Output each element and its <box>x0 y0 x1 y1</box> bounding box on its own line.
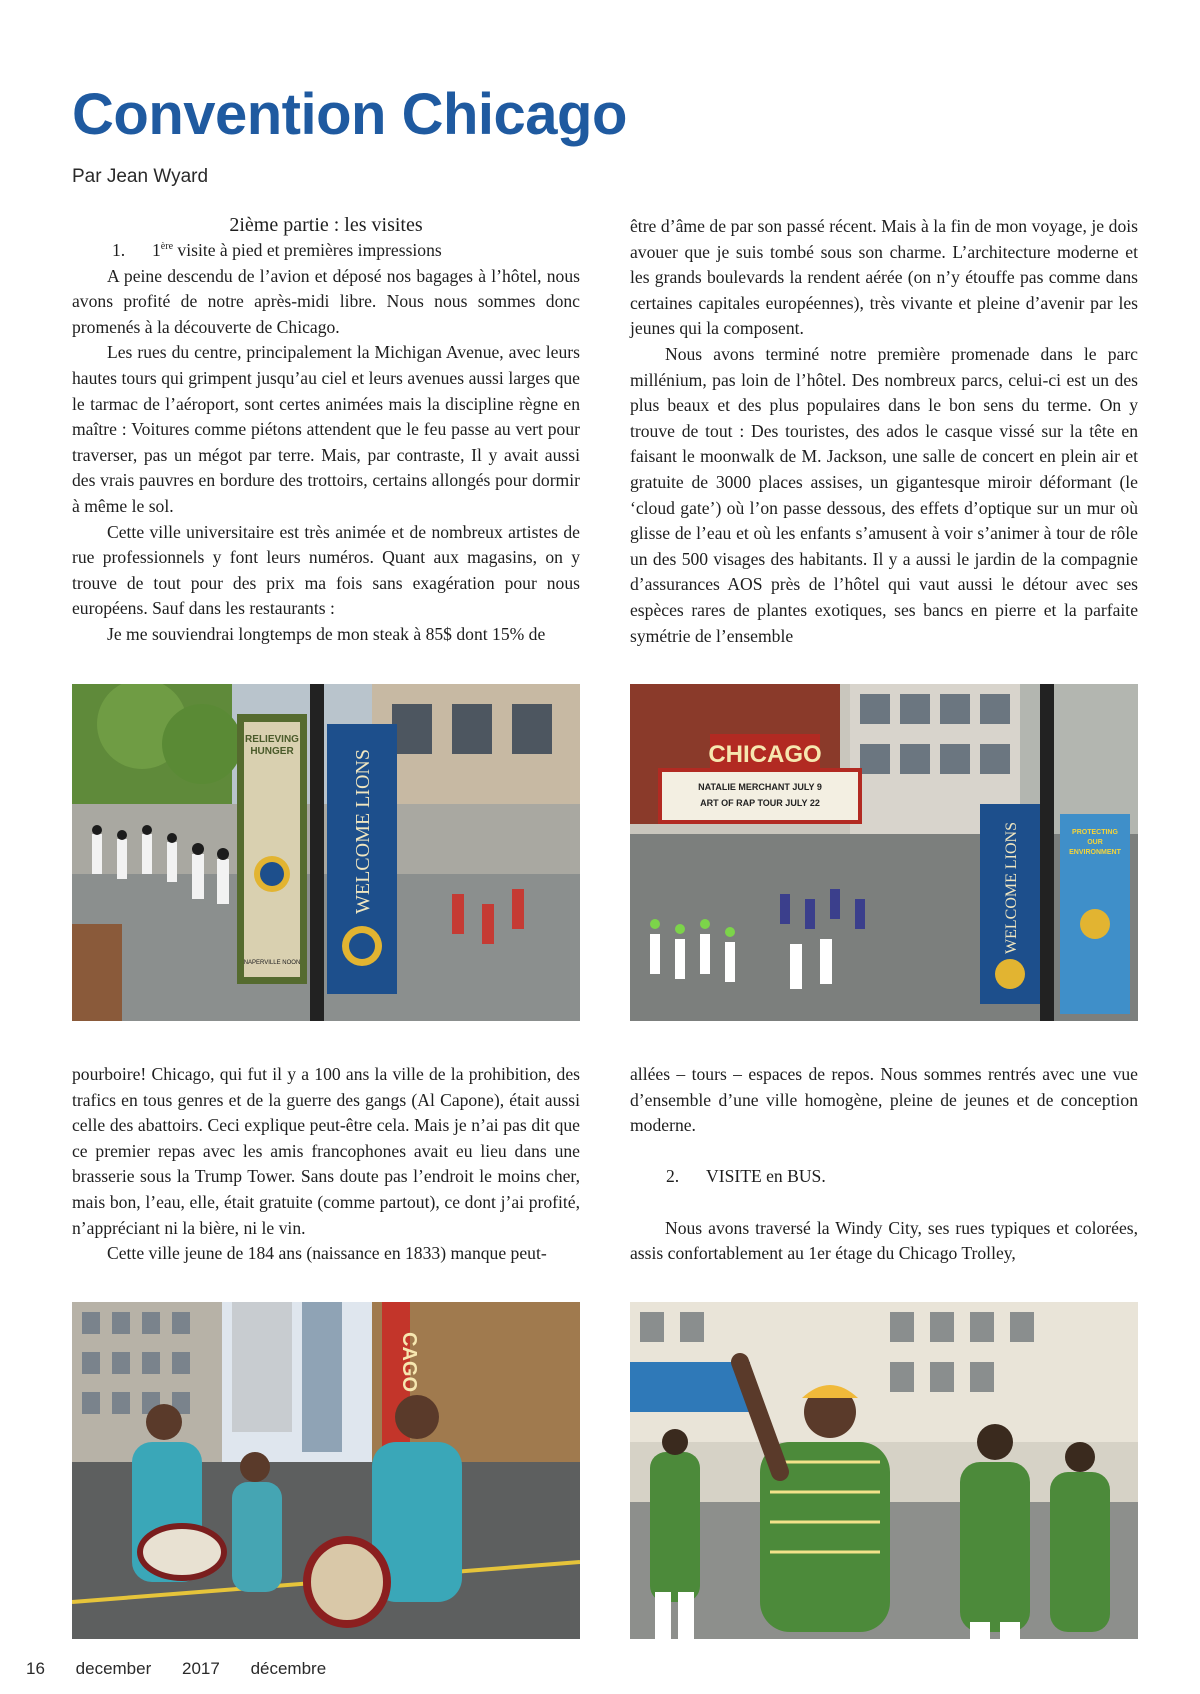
paragraph: A peine descendu de l’avion et déposé nos bagages à l’hôtel, nous avons profité de notre après-midi libre. Nous nous sommes donc promenés à la découverte de Chicago. <box>72 265 580 337</box>
banner-protecting: PROTECTING <box>1072 829 1118 836</box>
ordinal: 1 <box>152 240 161 260</box>
photo-parade-lions-banners <box>72 684 580 1021</box>
parade-photo-4 <box>630 1302 1138 1639</box>
section-title: 2ième partie : les visites <box>229 214 423 236</box>
page-footer <box>26 1659 352 1679</box>
text-column-2 <box>630 214 1138 649</box>
ordinal-suffix: ère <box>160 241 174 253</box>
banner-our: OUR <box>1087 839 1103 846</box>
list-item-text: visite à pied et premières impressions <box>173 240 442 260</box>
paragraph: Cette ville jeune de 184 ans (naissance en 1833) manque peut- <box>107 1243 547 1264</box>
banner-naperville: NAPERVILLE NOON <box>243 960 301 966</box>
article-byline: Par Jean Wyard <box>72 166 209 187</box>
marquee-line-1: NATALIE MERCHANT JULY 9 <box>698 782 822 792</box>
banner-hunger: HUNGER <box>250 746 294 757</box>
photo-marchers <box>630 1302 1138 1639</box>
paragraph: Nous avons traversé la Windy City, ses rues typiques et colorées, assis confortablement au 1er étage du Chicago Trolley, <box>630 1217 1138 1264</box>
marquee-line-2: ART OF RAP TOUR JULY 22 <box>700 798 820 808</box>
footer-month-fr: décembre <box>250 1659 327 1678</box>
list-item-text: VISITE en BUS. <box>706 1166 826 1187</box>
vertical-sign-chicago: CAGO <box>398 1332 420 1392</box>
parade-photo-1 <box>72 684 580 1021</box>
text-column-4 <box>630 1062 1138 1267</box>
banner-welcome-lions: WELCOME LIONS <box>352 749 374 914</box>
paragraph: Je me souviendrai longtemps de mon steak à 85$ dont 15% de <box>107 623 546 644</box>
paragraph: allées – tours – espaces de repos. Nous sommes rentrés avec une vue d’ensemble d’une ville homogène, pleine de jeunes et de conception moderne. <box>630 1064 1138 1136</box>
paragraph: Nous avons terminé notre première promenade dans le parc millénium, pas loin de l’hôtel. Des nombreux parcs, celui-ci est un des plus beaux et des plus populaires dans le bon sens du terme. On y trouve de tout : Des touristes, des ados le casque vissé sur la tête en faisant le moonwalk de M. Jackson, une salle de concert en plein air et gratuite de 3000 places assises, un gigantesque miroir déformant (le ‘cloud gate’) où l’on passe dessous, des effets d’optique sur un mur où glisse de l’eau et où les enfants s’amusent à voir s’animer à tour de rôle un des 500 visages des habitants. Il y a aussi le jardin de la compagnie d’assurances AOS près de l’hôtel qui vaut aussi le détour avec ses espèces rares de plantes exotiques, ses bancs en pierre et la parfaite symétrie de l’ensemble <box>630 343 1138 646</box>
paragraph: pourboire! Chicago, qui fut il y a 100 ans la ville de la prohibition, des trafics en tous genres et de la guerre des gangs (Al Capone), était aussi celle des abattoirs. Ceci explique peut-être cela. Mais je n’ai pas dit que ce premier repas avec les amis francophones avait eu lieu dans une brasserie sous la Trump Tower. Sans doute pas l’endroit le moins cher, mais bon, l’eau, elle, était gratuite (comme partout), ce dont j’ai profité, n’appréciant ni la bière, ni le vin. <box>72 1064 580 1238</box>
article-title: Convention Chicago <box>72 82 627 147</box>
footer-month-en: december <box>75 1659 152 1678</box>
banner-environment: ENVIRONMENT <box>1069 849 1121 856</box>
text-column-1 <box>72 212 580 648</box>
parade-photo-2 <box>630 684 1138 1021</box>
photo-drummers <box>72 1302 580 1639</box>
photo-chicago-theatre <box>630 684 1138 1021</box>
page-number: 16 <box>26 1659 45 1678</box>
banner-welcome-lions-2: WELCOME LIONS <box>1003 822 1020 954</box>
list-item-number: 1. <box>112 240 126 260</box>
parade-photo-3 <box>72 1302 580 1639</box>
paragraph: être d’âme de par son passé récent. Mais à la fin de mon voyage, je dois avouer que je suis tombé sous son charme. L’architecture moderne et les grands boulevards la rendent aérée (on n’y étouffe pas comme dans certaines capitales européennes), très vivante et pleine d’avenir par les jeunes qui la composent. <box>630 216 1138 339</box>
paragraph: Les rues du centre, principalement la Michigan Avenue, avec leurs hautes tours qui grimpent jusqu’au ciel et leurs avenues aussi larges que le tarmac de l’aéroport, sont certes animées mais la discipline règne en maître : Voitures comme piétons attendent que le feu passe au vert pour traverser, pas un mégot par terre. Mais, par contraste, Il y avait aussi des vrais pauvres en bordure des trottoirs, certains allongés pour dormir à même le sol. <box>72 342 580 516</box>
footer-year: 2017 <box>182 1659 220 1678</box>
list-item-1 <box>72 238 580 264</box>
paragraph: Cette ville universitaire est très animée et de nombreux artistes de rue professionnels y font leurs numéros. Quant aux magasins, on y trouve de tout pour des prix ma fois sans exagération pour nous européens. Sauf dans les restaurants : <box>72 521 580 619</box>
marquee-chicago: CHICAGO <box>708 741 822 768</box>
text-column-3 <box>72 1062 580 1267</box>
list-item-number: 2. <box>666 1166 680 1187</box>
list-item-2 <box>630 1164 1138 1190</box>
banner-relieving: RELIEVING <box>245 734 299 745</box>
